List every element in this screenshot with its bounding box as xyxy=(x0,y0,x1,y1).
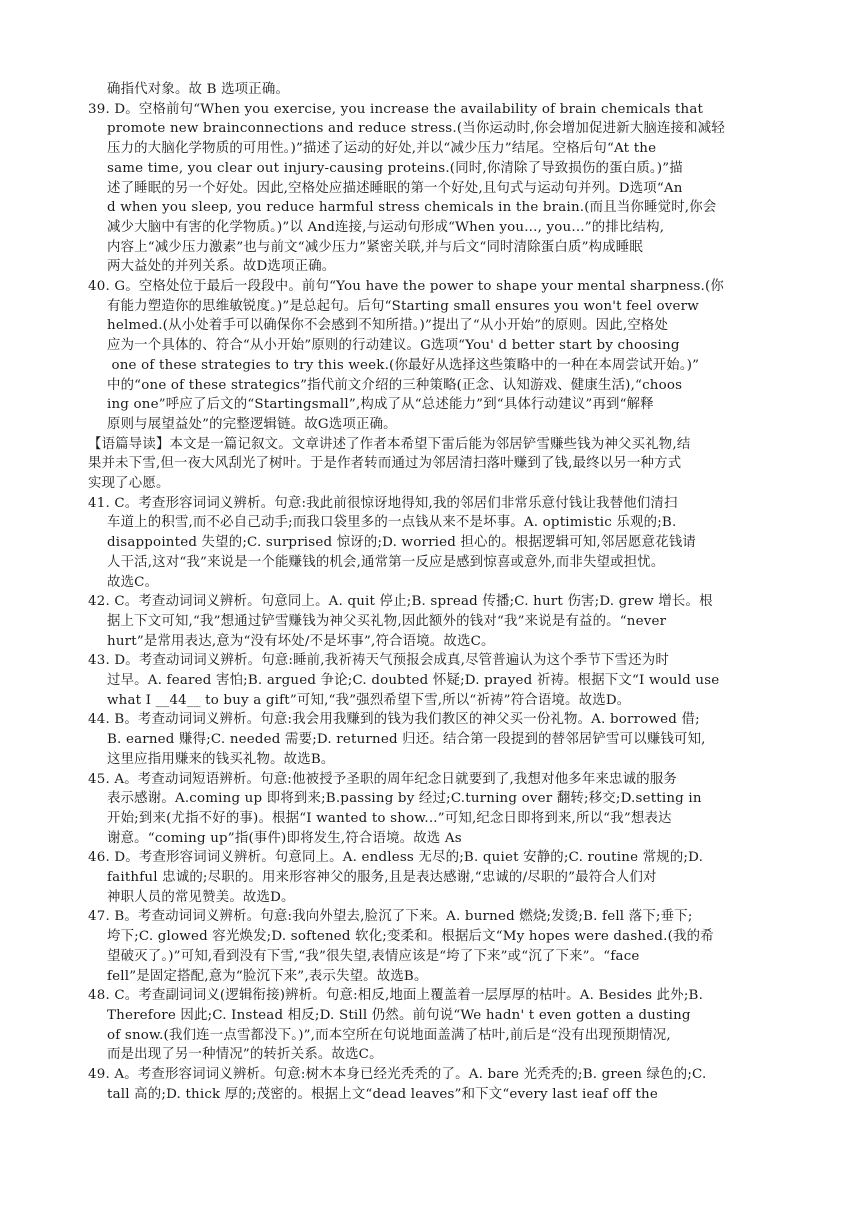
text-line: 这里应指用赚来的钱买礼物。故选B。 xyxy=(107,751,335,767)
text-line: d when you sleep, you reduce harmful stress chemicals in the brain.(而且当你睡觉时,你会 xyxy=(107,200,717,216)
text-line: 46. D。考查形容词词义辨析。句意同上。A. endless 无尽的;B. quiet 安静的;C. routine 常规的;D. xyxy=(88,850,704,866)
text-line: 而是出现了另一种情况”的转折关系。故选C。 xyxy=(107,1047,383,1063)
text-line: 表示感谢。A.coming up 即将到来;B.passing by 经过;C.turning over 翻转;移交;D.setting in xyxy=(107,791,702,807)
text-line: promote new brainconnections and reduce stress.(当你运动时,你会增加促进新大脑连接和减轻 xyxy=(107,121,725,137)
text-line: 确指代对象。故 B 选项正确。 xyxy=(107,82,290,97)
text-line: helmed.(从小处着手可以确保你不会感到不知所措。)”提出了“从小开始”的原则。因此,空格处 xyxy=(107,318,669,334)
text-line: one of these strategies to try this week.(你最好从选择这些策略中的一种在本周尝试开始。)” xyxy=(107,357,700,373)
text-line: 42. C。考查动词词义辨析。句意同上。A. quit 停止;B. spread 传播;C. hurt 伤害;D. grew 增长。根 xyxy=(88,594,713,610)
text-line: ing one”呼应了后文的“Startingsmall”,构成了从“总述能力”到“具体行动建议”再到“解释 xyxy=(107,397,654,413)
text-line: B. earned 赚得;C. needed 需要;D. returned 归还。结合第一段提到的替邻居铲雪可以赚钱可知, xyxy=(107,732,706,748)
text-line: 中的“one of these strategics”指代前文介绍的三种策略(正念、认知游戏、健康生活),“choos xyxy=(107,377,683,393)
text-line: 过早。A. feared 害怕;B. argued 争论;C. doubted 怀疑;D. prayed 祈祷。根据下文“I would use xyxy=(107,673,720,688)
text-line: 故选C。 xyxy=(107,574,159,590)
text-line: 开始;到来(尤指不好的事)。根据“I wanted to show...”可知,纪念日即将到来,所以“我”想表达 xyxy=(107,810,672,826)
text-line: 47. B。考查动词词义辨析。句意:我向外望去,脸沉了下来。A. burned 燃烧;发烫;B. fell 落下;垂下; xyxy=(88,909,693,925)
text-line: 48. C。考查副词词义(逻辑衔接)辨析。句意:相反,地面上覆盖着一层厚厚的枯叶。A. Besides 此外;B. xyxy=(88,988,704,1004)
text-line: fell”是固定搭配,意为“脸沉下来”,表示失望。故选B。 xyxy=(107,968,428,984)
text-line: 垮下;C. glowed 容光焕发;D. softened 软化;变柔和。根据后文“My hopes were dashed.(我的希 xyxy=(107,929,714,945)
text-line: 两大益处的并列关系。故D选项正确。 xyxy=(107,259,336,275)
text-line: 果并未下雪,但一夜大风刮光了树叶。于是作者转而通过为邻居清扫落叶赚到了钱,最终以另一种方式 xyxy=(88,456,682,472)
text-line: faithful 忠诚的;尽职的。用来形容神父的服务,且是表达感谢,“忠诚的/尽职的”最符合人们对 xyxy=(107,870,657,885)
text-line: Therefore 因此;C. Instead 相反;D. Still 仍然。前句说“We hadn' t even gotten a dusting xyxy=(107,1007,691,1023)
text-line: same time, you clear out injury-causing proteins.(同时,你清除了导致损伤的蛋白质。)”描 xyxy=(107,160,683,176)
text-line: 内容上“减少压力激素”也与前文“减少压力”紧密关联,并与后文“同时清除蛋白质”构成睡眠 xyxy=(107,239,643,255)
text-line: 人干活,这对“我”来说是一个能赚钱的机会,通常第一反应是感到惊喜或意外,而非失望或担忧。 xyxy=(107,554,665,570)
text-line: 有能力塑造你的思维敏锐度。)”是总起句。后句“Starting small ensures you won't feel overw xyxy=(107,298,699,314)
text-line: 应为一个具体的、符合“从小开始”原则的行动建议。G选项“You' d better start by choosing xyxy=(107,338,680,354)
text-line: 40. G。空格处位于最后一段段中。前句“You have the power to shape your mental sharpness.(你 xyxy=(88,279,724,294)
text-line: 述了睡眠的另一个好处。因此,空格处应描述睡眠的第一个好处,且句式与运动句并列。D选项“An xyxy=(107,180,683,196)
text-line: 实现了心愿。 xyxy=(88,476,170,491)
text-line: 44. B。考查动词词义辨析。句意:我会用我赚到的钱为我们教区的神父买一份礼物。A. borrowed 借; xyxy=(88,712,700,728)
text-line: 车道上的积雪,而不必自己动手;而我口袋里多的一点钱从来不是坏事。A. optimistic 乐观的;B. xyxy=(107,515,677,531)
text-line: tall 高的;D. thick 厚的;茂密的。根据上文“dead leaves”和下文“every last ieaf off the xyxy=(107,1086,658,1102)
text-line: 望破灭了。)”可知,看到没有下雪,“我”很失望,表情应该是“垮了下来”或“沉了下来”。“face xyxy=(107,948,640,964)
text-line: 39. D。空格前句“When you exercise, you increase the availability of brain chemicals that xyxy=(88,101,704,117)
text-line: disappointed 失望的;C. surprised 惊讶的;D. worried 担心的。根据逻辑可知,邻居愿意花钱请 xyxy=(107,535,697,551)
text-line: 原则与展望益处”的完整逻辑链。故G选项正确。 xyxy=(107,416,397,432)
text-line: what I __44__ to buy a gift”可知,“我”强烈希望下雪,所以“祈祷”符合语境。故选D。 xyxy=(107,692,631,708)
text-line: 减少大脑中有害的化学物质。)”以 And连接,与运动句形成“When you..., you...”的排比结构, xyxy=(107,219,665,235)
text-line: 43. D。考查动词词义辨析。句意:睡前,我祈祷天气预报会成真,尽管普遍认为这个季节下雪还为时 xyxy=(88,653,669,669)
text-line: 神职人员的常见赞美。故选D。 xyxy=(107,889,295,905)
text-line: hurt”是常用表达,意为“没有坏处/不是坏事”,符合语境。故选C。 xyxy=(107,633,495,649)
text-line: 谢意。“coming up”指(事件)即将发生,符合语境。故选 As xyxy=(107,830,462,846)
text-line: 【语篇导读】本文是一篇记叙文。文章讲述了作者本希望下雷后能为邻居铲雪赚些钱为神父买礼物,结 xyxy=(88,436,691,452)
text-line: 41. C。考查形容词词义辨析。句意:我此前很惊讶地得知,我的邻居们非常乐意付钱让我替他们清扫 xyxy=(88,495,678,511)
text-line: 据上下文可知,“我”想通过铲雪赚钱为神父买礼物,因此额外的钱对“我”来说是有益的。“never xyxy=(107,613,667,629)
text-line: of snow.(我们连一点雪都没下。)”,而本空所在句说地面盖满了枯叶,前后是“没有出现预期情况, xyxy=(107,1027,671,1043)
text-line: 45. A。考查动词短语辨析。句意:他被授予圣职的周年纪念日就要到了,我想对他多年来忠诚的服务 xyxy=(88,771,678,787)
text-line: 压力的大脑化学物质的可用性。)”描述了运动的好处,并以“减少压力”结尾。空格后句“At the xyxy=(107,141,657,157)
text-line: 49. A。考查形容词词义辨析。句意:树木本身已经光秃秃的了。A. bare 光秃秃的;B. green 绿色的;C. xyxy=(88,1067,707,1082)
